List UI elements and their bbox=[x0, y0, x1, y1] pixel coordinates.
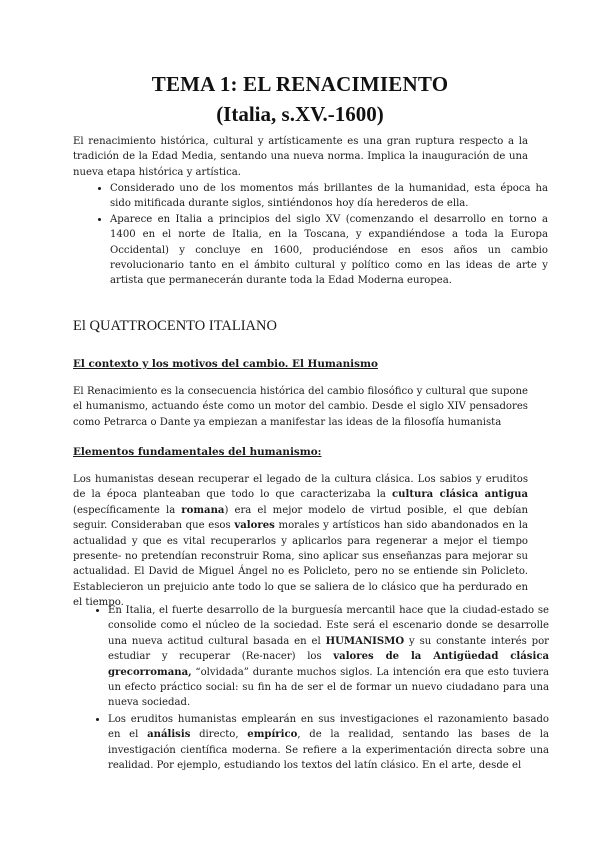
intro-paragraph: El renacimiento histórica, cultural y artísticamente es una gran ruptura respecto a la tradición de la Edad Media, sentando una nueva norma. Implica la inauguración de una nueva etapa histórica y artística. bbox=[73, 136, 528, 178]
subsection-heading-context: El contexto y los motivos del cambio. El Humanismo bbox=[73, 358, 378, 370]
list-item: • Los eruditos humanistas emplearán en sus investigaciones el razonamiento basado en el análisis directo, empírico, de la realidad, sentando las bases de la investigación científica moderna. Se refiere a la experimentación directa sobre una realidad. Por ejemplo, estudiando los textos del latín clásico. En el arte, desde el bbox=[108, 712, 549, 774]
page-subtitle: (Italia, s.XV.-1600) bbox=[216, 102, 384, 126]
intro-bullet-list bbox=[90, 181, 548, 289]
list-item: • Aparece en Italia a principios del siglo XV (comenzando el desarrollo en torno a 1400 en el norte de Italia, en la Toscana, y expandiéndose a toda la Europa Occidental) y concluye en 1600, produciéndose en esos años un cambio revolucionario tanto en el ámbito cultural y político como en las ideas de arte y artista que permanecerán durante toda la Edad Moderna europea. bbox=[110, 212, 548, 289]
humanism-bullet-list bbox=[87, 603, 549, 774]
list-item: • Considerado uno de los momentos más brillantes de la humanidad, esta época ha sido mitificada durante siglos, sintiéndonos hoy día herederos de ella. bbox=[110, 181, 548, 212]
subsection-heading-elements: Elementos fundamentales del humanismo: bbox=[73, 446, 322, 458]
context-paragraph: El Renacimiento es la consecuencia histórica del cambio filosófico y cultural que supone el humanismo, actuando éste como un motor del cambio. Desde el siglo XIV pensadores como Petrarca o Dante ya empiezan a manifestar las ideas de la filosofía humanista bbox=[73, 386, 528, 428]
page-title: TEMA 1: EL RENACIMIENTO bbox=[151, 72, 449, 96]
elements-paragraph: Los humanistas desean recuperar el legado de la cultura clásica. Los sabios y eruditos de la época planteaban que todo lo que caracterizaba la cultura clásica antigua (específicamente la romana) era el mejor modelo de virtud posible, el que debían seguir. Consideraban que esos valores morales y artísticos han sido abandonados en la actualidad y que es vital recuperarlos y aplicarlos para regenerar a mejor el tiempo presente- no pretendían reconstruir Roma, sino aplicar sus enseñanzas para mejorar su actualidad. El David de Miguel Ángel no es Policleto, pero no se entiende sin Policleto. Establecieron un prejuicio ante todo lo que se saliera de lo clásico que ha perdurado en el tiempo. bbox=[73, 474, 528, 609]
list-item: • En Italia, el fuerte desarrollo de la burguesía mercantil hace que la ciudad-estado se consolide como el núcleo de la sociedad. Este será el escenario donde se desarrolle una nueva actitud cultural basada en el HUMANISMO y su constante interés por estudiar y recuperar (Re-nacer) los valores de la Antigüedad clásica grecorromana, “olvidada” durante muchos siglos. La intención era que esto tuviera un efecto práctico social: su fin ha de ser el de formar un nuevo ciudadano para una nueva sociedad. bbox=[108, 603, 549, 711]
section-heading: El QUATTROCENTO ITALIANO bbox=[73, 318, 277, 334]
